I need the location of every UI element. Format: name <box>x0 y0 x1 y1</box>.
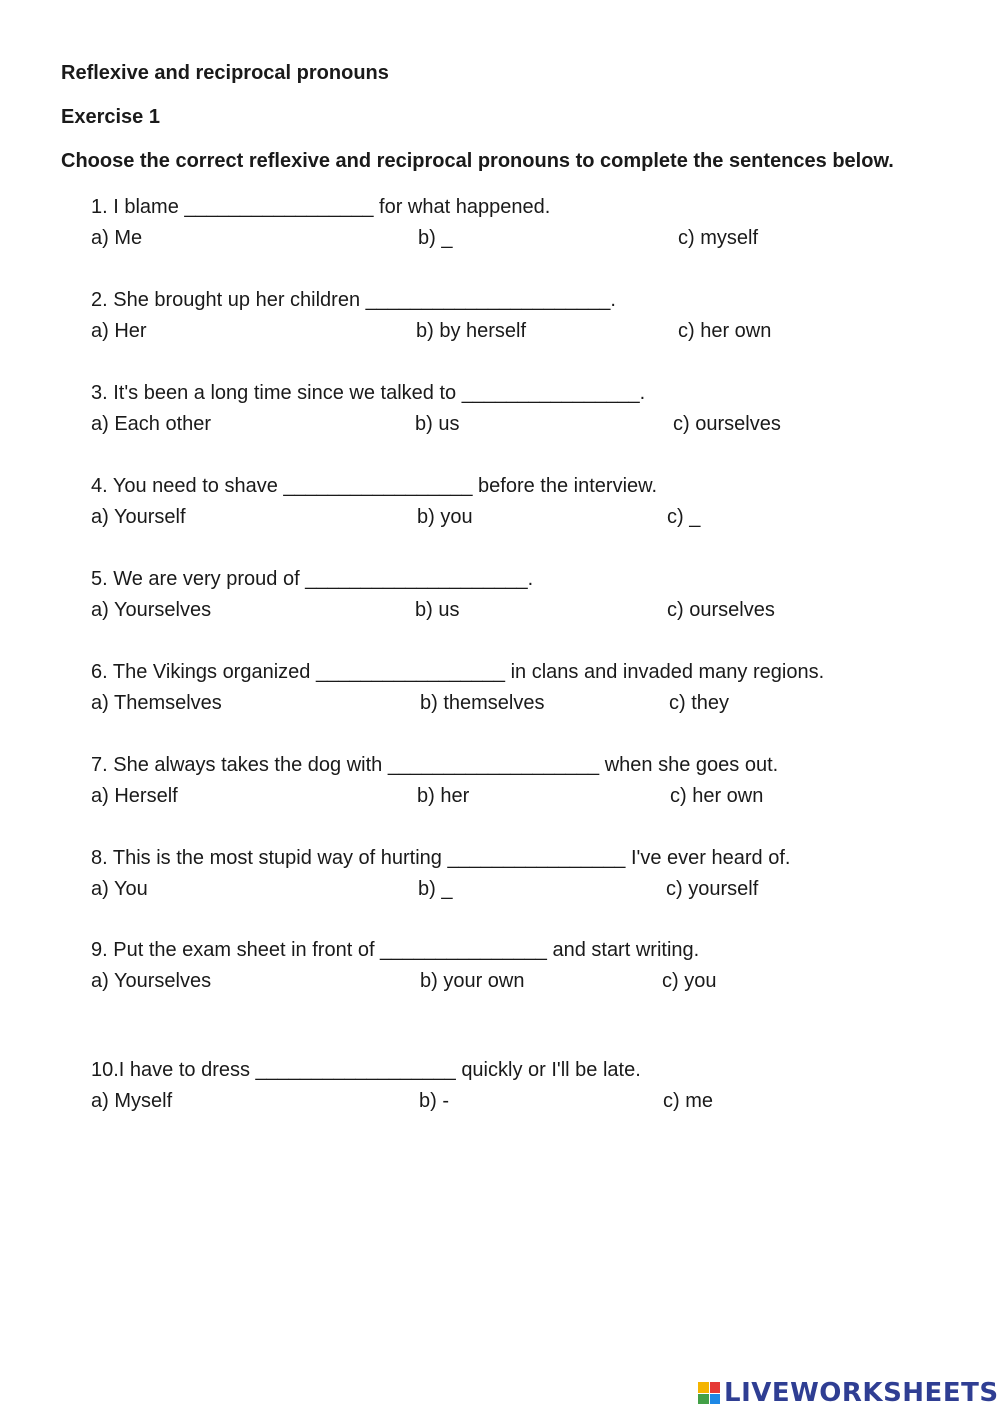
logo-text: LIVEWORKSHEETS <box>724 1378 999 1408</box>
option-6a[interactable]: a) Themselves <box>91 692 222 714</box>
option-1c[interactable]: c) myself <box>678 227 758 249</box>
question-8: 8. This is the most stupid way of hurting ________________ I've ever heard of. <box>91 847 791 869</box>
worksheet-title: Reflexive and reciprocal pronouns <box>61 62 389 84</box>
option-2b[interactable]: b) by herself <box>416 320 527 342</box>
option-3b[interactable]: b) us <box>415 413 460 435</box>
option-5c[interactable]: c) ourselves <box>667 599 775 621</box>
option-7b[interactable]: b) her <box>417 785 470 807</box>
question-7: 7. She always takes the dog with ___________________ when she goes out. <box>91 754 779 776</box>
option-9a[interactable]: a) Yourselves <box>91 970 212 992</box>
option-5a[interactable]: a) Yourselves <box>91 599 212 621</box>
option-4a[interactable]: a) Yourself <box>91 506 186 528</box>
option-1b[interactable]: b) _ <box>418 227 453 249</box>
option-5b[interactable]: b) us <box>415 599 460 621</box>
question-5: 5. We are very proud of ____________________. <box>91 568 534 590</box>
question-10: 10.I have to dress __________________ quickly or I'll be late. <box>91 1059 641 1081</box>
liveworksheets-logo-icon <box>698 1382 720 1404</box>
option-10b[interactable]: b) - <box>419 1090 449 1112</box>
option-4c[interactable]: c) _ <box>667 506 701 528</box>
question-4: 4. You need to shave _________________ before the interview. <box>91 475 658 497</box>
option-4b[interactable]: b) you <box>417 506 473 528</box>
option-9c[interactable]: c) you <box>662 970 717 992</box>
question-2: 2. She brought up her children ______________________. <box>91 289 616 311</box>
option-6c[interactable]: c) they <box>669 692 730 714</box>
question-1: 1. I blame _________________ for what happened. <box>91 196 551 218</box>
option-1a[interactable]: a) Me <box>91 227 143 249</box>
option-9b[interactable]: b) your own <box>420 970 525 992</box>
option-8c[interactable]: c) yourself <box>666 878 759 900</box>
question-9: 9. Put the exam sheet in front of _______________ and start writing. <box>91 939 700 961</box>
instruction-text: Choose the correct reflexive and reciprocal pronouns to complete the sentences below. <box>61 150 894 172</box>
option-3a[interactable]: a) Each other <box>91 413 212 435</box>
option-2a[interactable]: a) Her <box>91 320 147 342</box>
option-8b[interactable]: b) _ <box>418 878 453 900</box>
question-6: 6. The Vikings organized _________________ in clans and invaded many regions. <box>91 661 825 683</box>
option-7a[interactable]: a) Herself <box>91 785 178 807</box>
liveworksheets-logo <box>698 1377 999 1409</box>
option-2c[interactable]: c) her own <box>678 320 772 342</box>
exercise-heading: Exercise 1 <box>61 106 160 128</box>
option-7c[interactable]: c) her own <box>670 785 764 807</box>
option-3c[interactable]: c) ourselves <box>673 413 781 435</box>
option-8a[interactable]: a) You <box>91 878 148 900</box>
option-10a[interactable]: a) Myself <box>91 1090 173 1112</box>
option-6b[interactable]: b) themselves <box>420 692 545 714</box>
question-3: 3. It's been a long time since we talked to ________________. <box>91 382 646 404</box>
option-10c[interactable]: c) me <box>663 1090 713 1112</box>
